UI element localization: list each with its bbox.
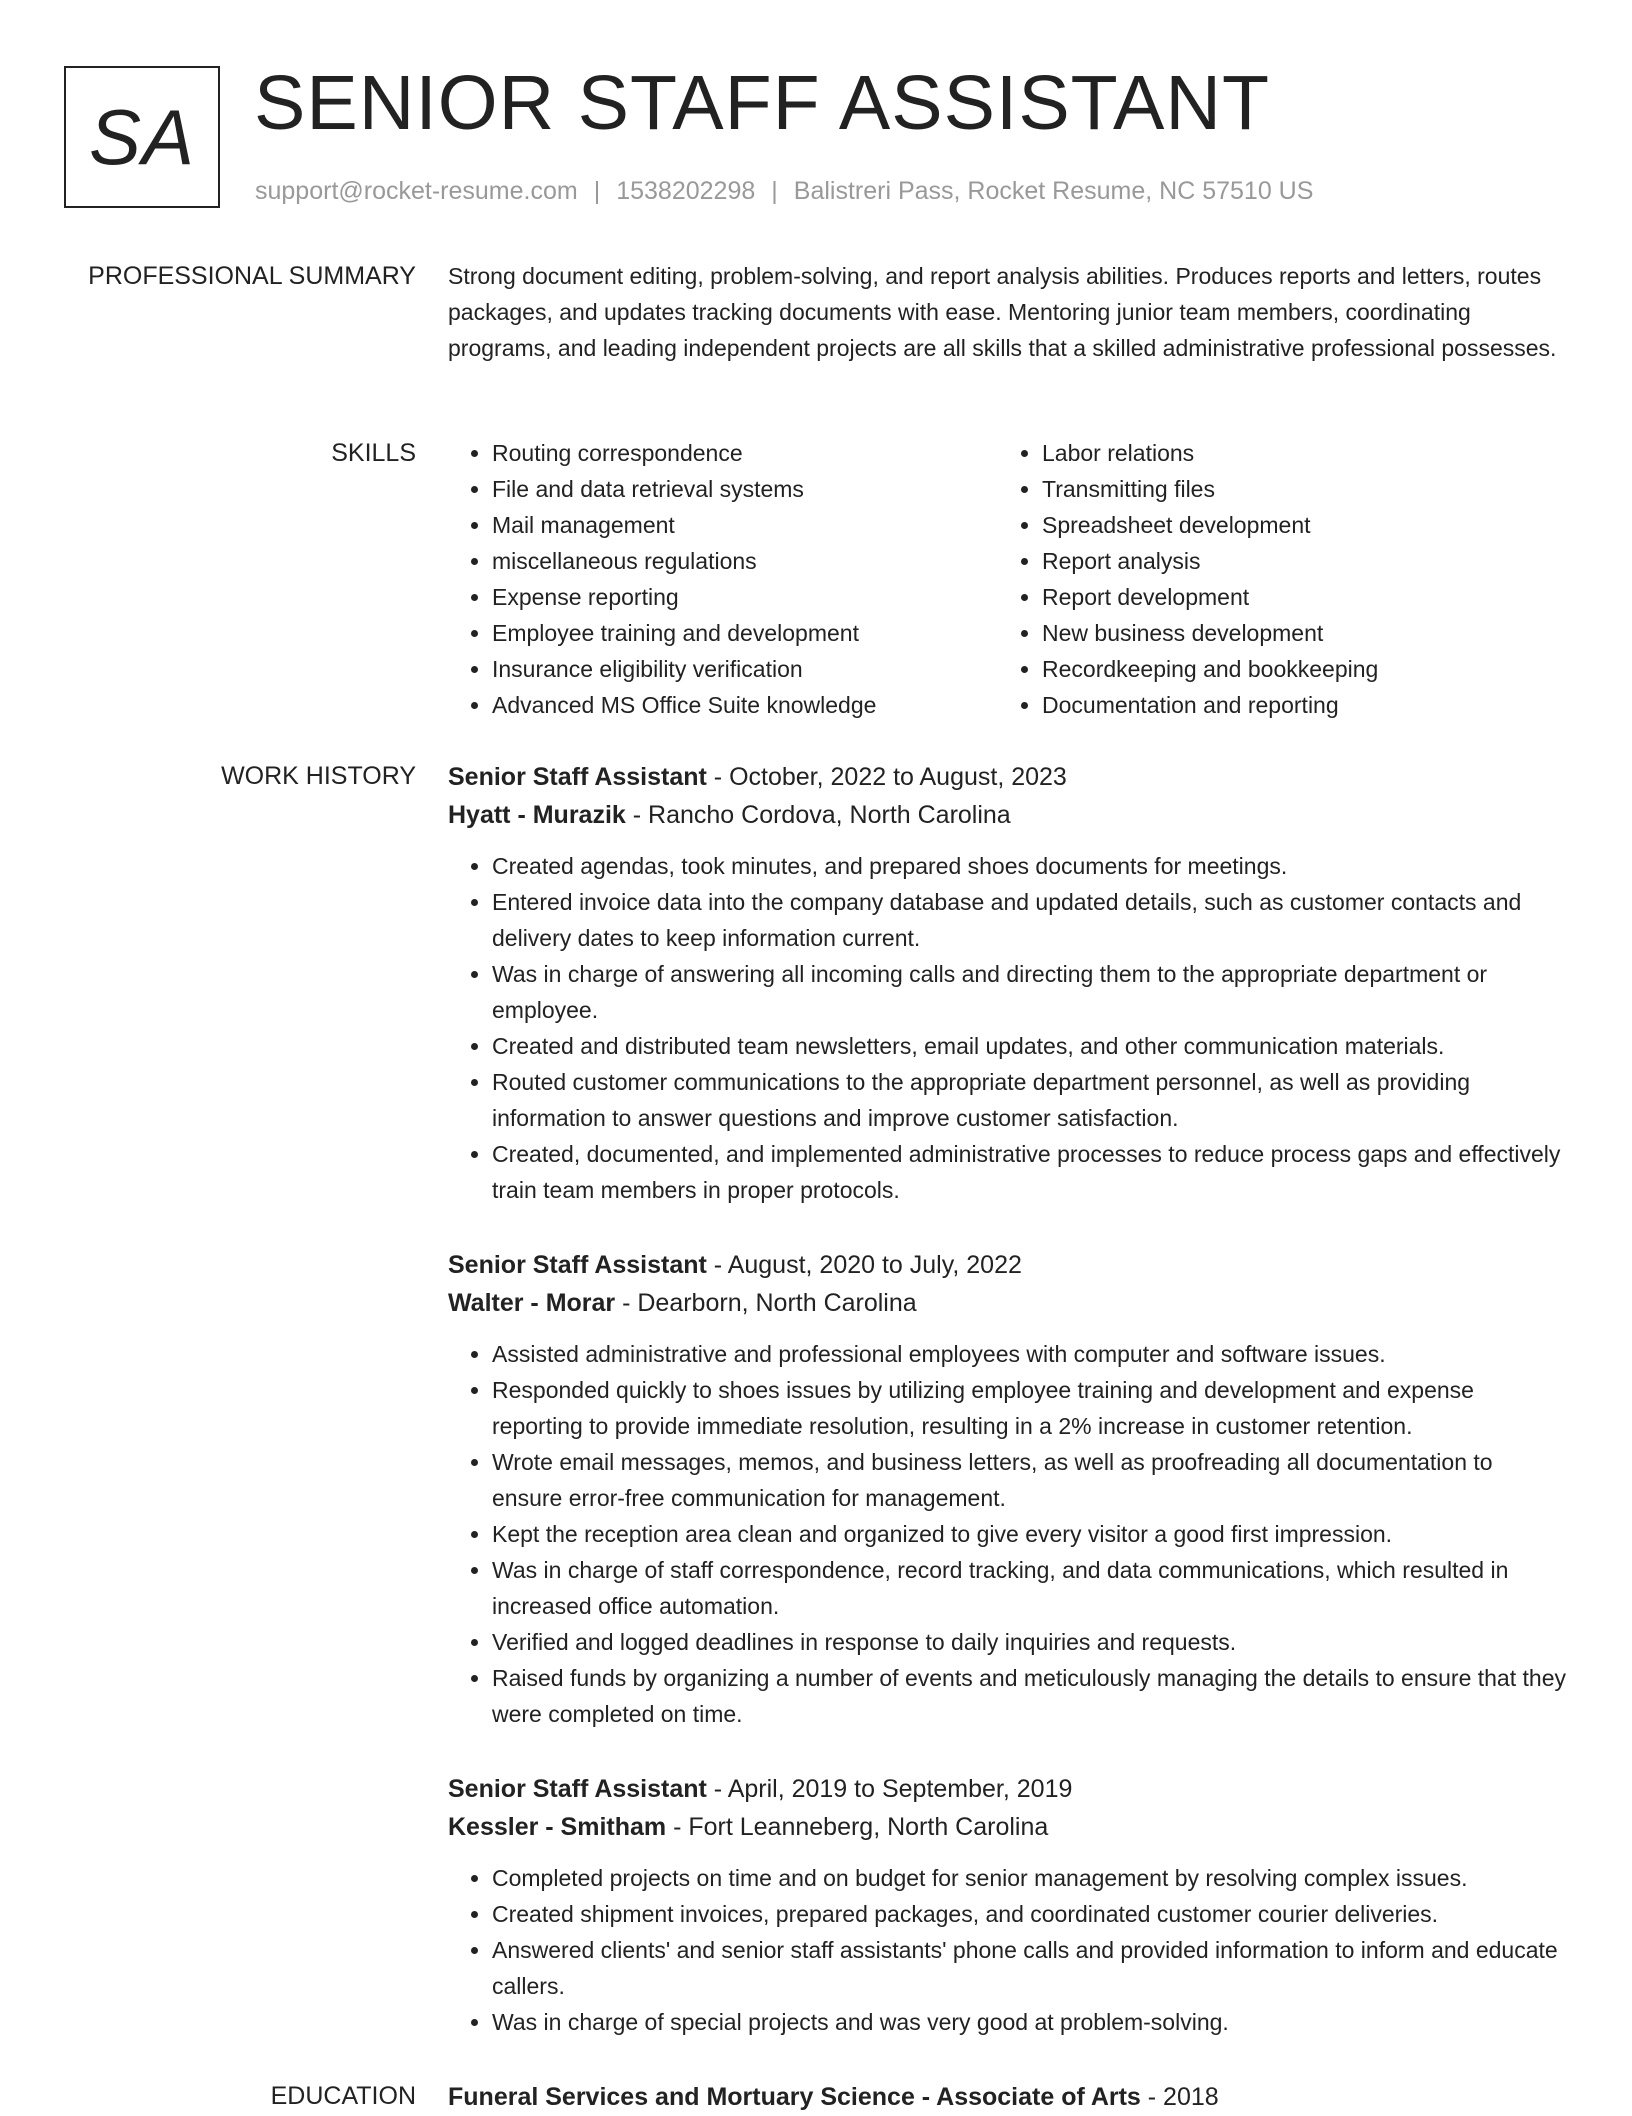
job-bullets: [448, 1336, 1568, 1732]
job-bullets: [448, 1860, 1568, 2040]
skill-item: • Insurance eligibility verification: [492, 651, 998, 687]
skill-item: • miscellaneous regulations: [492, 543, 998, 579]
skill-item: • Documentation and reporting: [1042, 687, 1548, 723]
job-bullet: • Kept the reception area clean and organized to give every visitor a good first impression.: [492, 1516, 1568, 1552]
job-bullet: • Was in charge of staff correspondence, record tracking, and data communications, which resulted in increased office automation.: [492, 1552, 1568, 1624]
skill-item: • Transmitting files: [1042, 471, 1548, 507]
job-bullet: • Routed customer communications to the appropriate department personnel, as well as providing information to answer questions and improve customer satisfaction.: [492, 1064, 1568, 1136]
contact-email: support@rocket-resume.com: [255, 177, 578, 205]
job-bullet: • Responded quickly to shoes issues by utilizing employee training and development and expense reporting to provide immediate resolution, resulting in a 2% increase in customer retention.: [492, 1372, 1568, 1444]
skills-list-right: [998, 435, 1548, 723]
skill-item: • Expense reporting: [492, 579, 998, 615]
work-history-body: [448, 1246, 1568, 1732]
job-company: Hyatt - Murazik: [448, 801, 626, 829]
job-company: Walter - Morar: [448, 1289, 616, 1317]
resume-title: SENIOR STAFF ASSISTANT: [254, 60, 1271, 146]
job-bullet: • Was in charge of special projects and was very good at problem-solving.: [492, 2004, 1568, 2040]
job-dates: - April, 2019 to September, 2019: [706, 1775, 1073, 1803]
job-location: - Rancho Cordova, North Carolina: [625, 801, 1011, 829]
education-year: - 2018: [1140, 2083, 1219, 2111]
section-label-education: EDUCATION: [270, 2082, 416, 2110]
job-bullet: • Created agendas, took minutes, and prepared shoes documents for meetings.: [492, 848, 1568, 884]
skill-item: • Report analysis: [1042, 543, 1548, 579]
work-history-body: [448, 1770, 1568, 2040]
job-bullet: • Created and distributed team newsletters, email updates, and other communication materials.: [492, 1028, 1568, 1064]
contact-line: [255, 174, 1313, 208]
job-bullet: • Was in charge of answering all incoming calls and directing them to the appropriate department or employee.: [492, 956, 1568, 1028]
skills-column-right: [998, 435, 1548, 723]
education-degree: Funeral Services and Mortuary Science - Associate of Arts: [448, 2083, 1141, 2111]
skill-item: • Mail management: [492, 507, 998, 543]
job-company: Kessler - Smitham: [448, 1813, 667, 1841]
contact-separator: |: [771, 177, 778, 205]
job-bullet: • Verified and logged deadlines in response to daily inquiries and requests.: [492, 1624, 1568, 1660]
job-company-line: [448, 796, 1568, 834]
job-bullet: • Entered invoice data into the company database and updated details, such as customer contacts and delivery dates to keep information current.: [492, 884, 1568, 956]
job-title: Senior Staff Assistant: [448, 1775, 707, 1803]
job-company-line: [448, 1808, 1568, 1846]
job-bullet: • Assisted administrative and professional employees with computer and software issues.: [492, 1336, 1568, 1372]
job-entry: [448, 758, 1568, 1208]
monogram-logo: SA: [64, 66, 220, 208]
education-body: [448, 2078, 1568, 2116]
job-bullet: • Created shipment invoices, prepared packages, and coordinated customer courier deliveries.: [492, 1896, 1568, 1932]
skill-item: • New business development: [1042, 615, 1548, 651]
section-label-summary: PROFESSIONAL SUMMARY: [88, 262, 416, 290]
job-bullet: • Answered clients' and senior staff assistants' phone calls and provided information to inform and educate callers.: [492, 1932, 1568, 2004]
skills-column-left: [448, 435, 998, 723]
skill-item: • Employee training and development: [492, 615, 998, 651]
job-bullet: • Wrote email messages, memos, and business letters, as well as proofreading all documentation to ensure error-free communication for management.: [492, 1444, 1568, 1516]
skill-item: • Labor relations: [1042, 435, 1548, 471]
contact-address: Balistreri Pass, Rocket Resume, NC 57510 US: [793, 177, 1314, 205]
job-company-line: [448, 1284, 1568, 1322]
education-line: [448, 2078, 1568, 2116]
work-history-body: [448, 758, 1568, 1208]
job-entry: [448, 1246, 1568, 1732]
skill-item: • Advanced MS Office Suite knowledge: [492, 687, 998, 723]
skills-body: [448, 435, 1568, 723]
skills-list-left: [448, 435, 998, 723]
skill-item: • File and data retrieval systems: [492, 471, 998, 507]
skill-item: • Report development: [1042, 579, 1548, 615]
job-dates: - October, 2022 to August, 2023: [706, 763, 1067, 791]
job-dates: - August, 2020 to July, 2022: [706, 1251, 1022, 1279]
skill-item: • Recordkeeping and bookkeeping: [1042, 651, 1548, 687]
job-title-line: [448, 1770, 1568, 1808]
job-bullet: • Raised funds by organizing a number of events and meticulously managing the details to ensure that they were completed on time.: [492, 1660, 1568, 1732]
job-title-line: [448, 1246, 1568, 1284]
job-bullet: • Created, documented, and implemented administrative processes to reduce process gaps and effectively train team members in proper protocols.: [492, 1136, 1568, 1208]
section-label-skills: SKILLS: [331, 439, 416, 467]
skill-item: • Routing correspondence: [492, 435, 998, 471]
contact-separator: |: [593, 177, 601, 205]
summary-body: [448, 258, 1568, 366]
job-title: Senior Staff Assistant: [448, 1251, 707, 1279]
job-location: - Fort Leanneberg, North Carolina: [666, 1813, 1049, 1841]
job-location: - Dearborn, North Carolina: [615, 1289, 917, 1317]
contact-phone: 1538202298: [616, 177, 756, 205]
section-label-work-history: WORK HISTORY: [221, 762, 416, 790]
job-bullet: • Completed projects on time and on budget for senior management by resolving complex issues.: [492, 1860, 1568, 1896]
summary-text: Strong document editing, problem-solving, and report analysis abilities. Produces reports and letters, routes packages, and updates tracking documents with ease. Mentoring junior team members, coordinating programs, and leading independent projects are all skills that a skilled administrative professional possesses.: [448, 263, 1557, 361]
job-title: Senior Staff Assistant: [448, 763, 707, 791]
job-entry: [448, 1770, 1568, 2040]
job-bullets: [448, 848, 1568, 1208]
skill-item: • Spreadsheet development: [1042, 507, 1548, 543]
job-title-line: [448, 758, 1568, 796]
